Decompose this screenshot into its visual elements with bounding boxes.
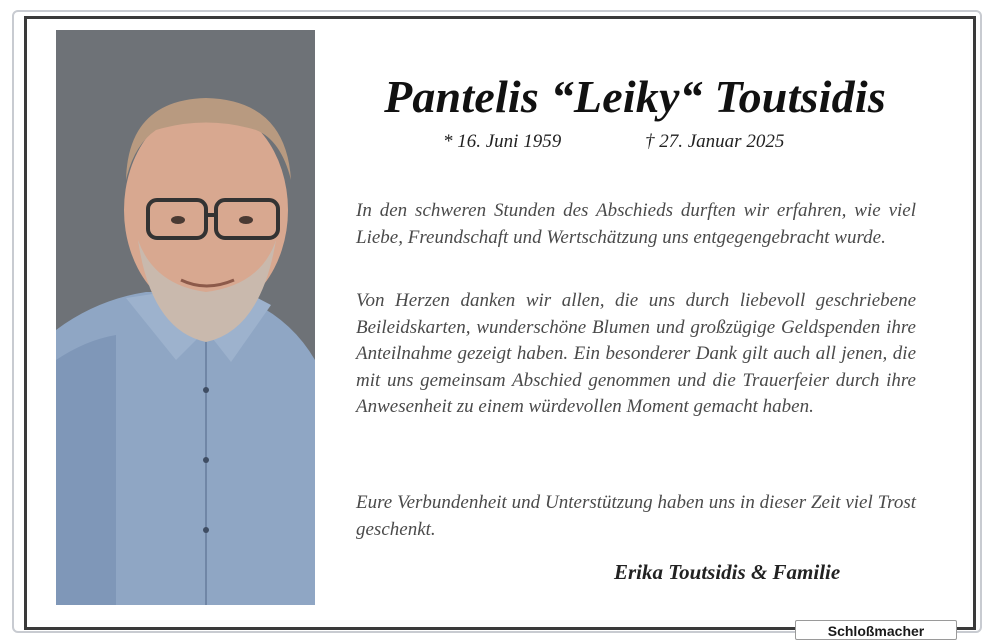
thanks-paragraph-3: Eure Verbundenheit und Unterstützung haben uns in dieser Zeit viel Trost geschenkt. (356, 492, 916, 540)
deceased-name: Pantelis “Leiky“ Toutsidis (384, 71, 886, 122)
brand-label: Schloßmacher (795, 620, 957, 640)
thanks-paragraph-1: In den schweren Stunden des Abschieds durften wir erfahren, wie viel Liebe, Freundschaft und Wertschätzung uns entgegengebracht wurde. (356, 200, 916, 248)
portrait-photo (56, 30, 315, 605)
birth-date: * 16. Juni 1959 (443, 131, 562, 152)
portrait-illustration (56, 30, 315, 605)
death-date: † 27. Januar 2025 (645, 131, 785, 152)
thanks-paragraph-2: Von Herzen danken wir allen, die uns durch liebevoll geschriebene Beileidskarten, wunderschöne Blumen und großzügige Geldspenden ihre Anteilnahme gezeigt haben. Ein besonderer Dank gilt auch all jenen, die mit uns gemeinsam Abschied genommen und die Trauerfeier durch ihre Anwesenheit zu einem würdevollen Moment gemacht haben. (356, 290, 916, 417)
signature: Erika Toutsidis & Familie (614, 560, 841, 584)
